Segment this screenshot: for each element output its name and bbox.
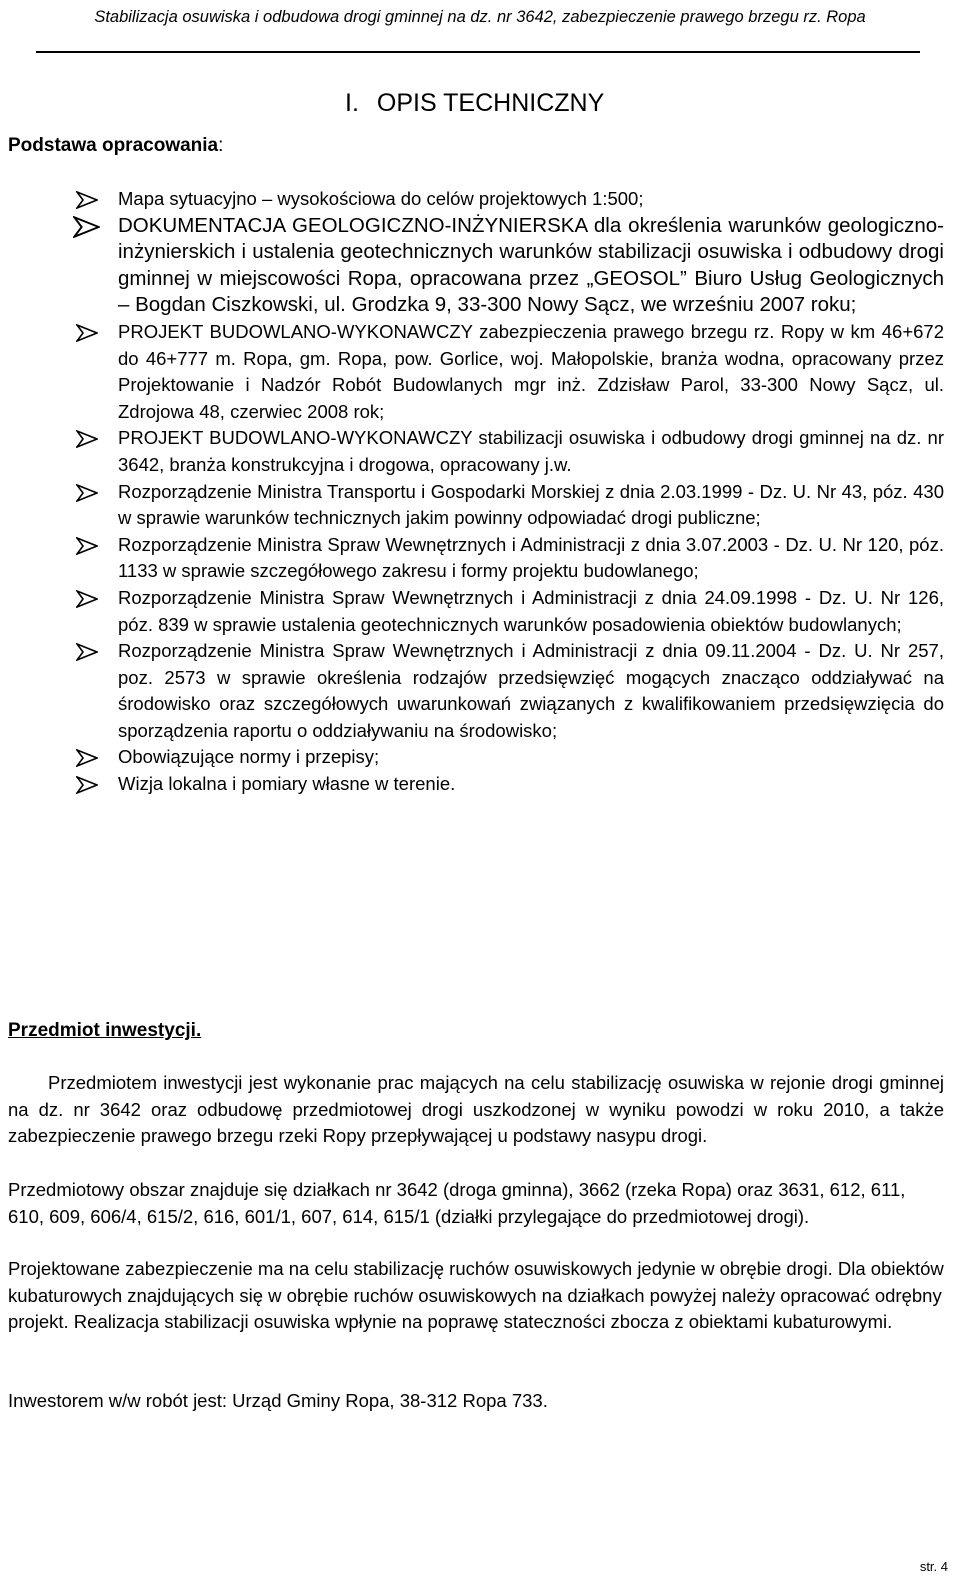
investment-paragraph-scope: Projektowane zabezpieczenie ma na celu stabilizację ruchów osuwiskowych jedynie w obrębie drogi. Dla obiektów kubaturowych znajdujących się w obrębie ruchów osuwiskowych na działkach powyżej należy opracować odrębny projekt. Realizacja stabilizacji osuwiska wpłynie na poprawę stateczności zbocza z obiektami kubaturowymi. — [8, 1258, 944, 1333]
list-item-text: Wizja lokalna i pomiary własne w terenie. — [118, 773, 456, 795]
list-item — [76, 532, 944, 585]
list-item — [76, 585, 944, 638]
investment-paragraph-plots: Przedmiotowy obszar znajduje się działkach nr 3642 (droga gminna), 3662 (rzeka Ropa) oraz 3631, 612, 611, 610, 609, 606/4, 615/2, 616, 601/1, 607, 614, 615/1 (działki przylegające do przedmiotowej drogi). — [8, 1179, 906, 1227]
basis-list — [76, 186, 944, 798]
document-title-text: OPIS TECHNICZNY — [376, 89, 605, 117]
list-item-text: Obowiązujące normy i przepisy; — [118, 746, 380, 768]
arrowhead-bullet-icon — [73, 216, 100, 238]
list-item — [76, 213, 944, 319]
document-title — [345, 88, 604, 118]
list-item — [76, 425, 944, 478]
list-item — [76, 186, 944, 213]
document-title-number: I. — [345, 89, 359, 117]
arrowhead-bullet-icon — [76, 484, 98, 502]
investor-paragraph: Inwestorem w/w robót jest: Urząd Gminy Ropa, 38-312 Ropa 733. — [8, 1390, 548, 1411]
arrowhead-bullet-icon — [76, 749, 98, 767]
arrowhead-bullet-icon — [76, 643, 98, 661]
list-item-text: Rozporządzenie Ministra Transportu i Gospodarki Morskiej z dnia 2.03.1999 - Dz. U. Nr 43, póz. 430 w sprawie warunków technicznych jakim powinny odpowiadać drogi publiczne; — [118, 480, 944, 529]
arrowhead-bullet-icon — [76, 191, 98, 209]
list-item-text: PROJEKT BUDOWLANO-WYKONAWCZY stabilizacji osuwiska i odbudowy drogi gminnej na dz. nr 3642, branża konstrukcyjna i drogowa, opracowany j.w. — [118, 427, 944, 475]
arrowhead-bullet-icon — [76, 590, 98, 608]
arrowhead-bullet-icon — [76, 776, 98, 794]
arrowhead-bullet-icon — [76, 430, 98, 448]
investment-paragraph-subject: Przedmiotem inwestycji jest wykonanie prac mających na celu stabilizację osuwiska w rejonie drogi gminnej na dz. nr 3642 oraz odbudowę przedmiotowej drogi uszkodzonej w wyniku powodzi w roku 2010, a także zabezpieczenie prawego brzegu rzeki Ropy przepływającej u podstawy nasypu drogi. — [8, 1072, 944, 1147]
list-item — [76, 744, 944, 771]
list-item-text: Rozporządzenie Ministra Spraw Wewnętrznych i Administracji z dnia 3.07.2003 - Dz. U. Nr 120, póz. 1133 w sprawie szczegółowego zakresu i formy projektu budowlanego; — [118, 533, 944, 582]
list-item-text: PROJEKT BUDOWLANO-WYKONAWCZY zabezpieczenia prawego brzegu rz. Ropy w km 46+672 do 46+777 m. Ropa, gm. Ropa, pow. Gorlice, woj. Małopolskie, branża wodna, opracowany przez Projektowanie i Nadzór Robót Budowlanych mgr inż. Zdzisław Parol, 33-300 Nowy Sącz, ul. Zdrojowa 48, czerwiec 2008 rok; — [118, 320, 944, 422]
list-item-text: Rozporządzenie Ministra Spraw Wewnętrznych i Administracji z dnia 09.11.2004 - Dz. U. Nr 257, poz. 2573 w sprawie określenia rodzajów przedsięwzięć mogących znacząco oddziaływać na środowisko oraz szczegółowych uwarunkowań związanych z kwalifikowaniem przedsięwzięcia do sporządzenia raportu o oddziaływaniu na środowisko; — [118, 640, 944, 741]
section-heading: Przedmiot inwestycji. — [8, 1020, 202, 1041]
list-item — [76, 638, 944, 744]
basis-label-text: Podstawa opracowania — [8, 135, 219, 156]
list-item — [76, 319, 944, 425]
arrowhead-bullet-icon — [76, 537, 98, 555]
basis-label-suffix: : — [218, 135, 224, 156]
list-item — [76, 479, 944, 532]
header-rule — [36, 51, 920, 53]
list-item-text: Mapa sytuacyjno – wysokościowa do celów projektowych 1:500; — [118, 188, 644, 209]
running-header: Stabilizacja osuwiska i odbudowa drogi gminnej na dz. nr 3642, zabezpieczenie prawego brzegu rz. Ropa — [94, 8, 866, 26]
arrowhead-bullet-icon — [76, 324, 98, 342]
basis-label — [8, 133, 223, 159]
page-number: str. 4 — [919, 1559, 948, 1574]
list-item-text: DOKUMENTACJA GEOLOGICZNO-INŻYNIERSKA dla określenia warunków geologiczno-inżynierskich i ustalenia geotechnicznych warunków stabilizacji osuwiska i odbudowy drogi gminnej w miejscowości Ropa, opracowana przez „GEOSOL” Biuro Usług Geologicznych – Bogdan Ciszkowski, ul. Grodzka 9, 33-300 Nowy Sącz, we wrześniu 2007 roku; — [118, 213, 944, 317]
list-item-text: Rozporządzenie Ministra Spraw Wewnętrznych i Administracji z dnia 24.09.1998 - Dz. U. Nr 126, póz. 839 w sprawie ustalenia geotechnicznych warunków posadowienia obiektów budowlanych; — [118, 586, 944, 635]
list-item — [76, 771, 944, 798]
